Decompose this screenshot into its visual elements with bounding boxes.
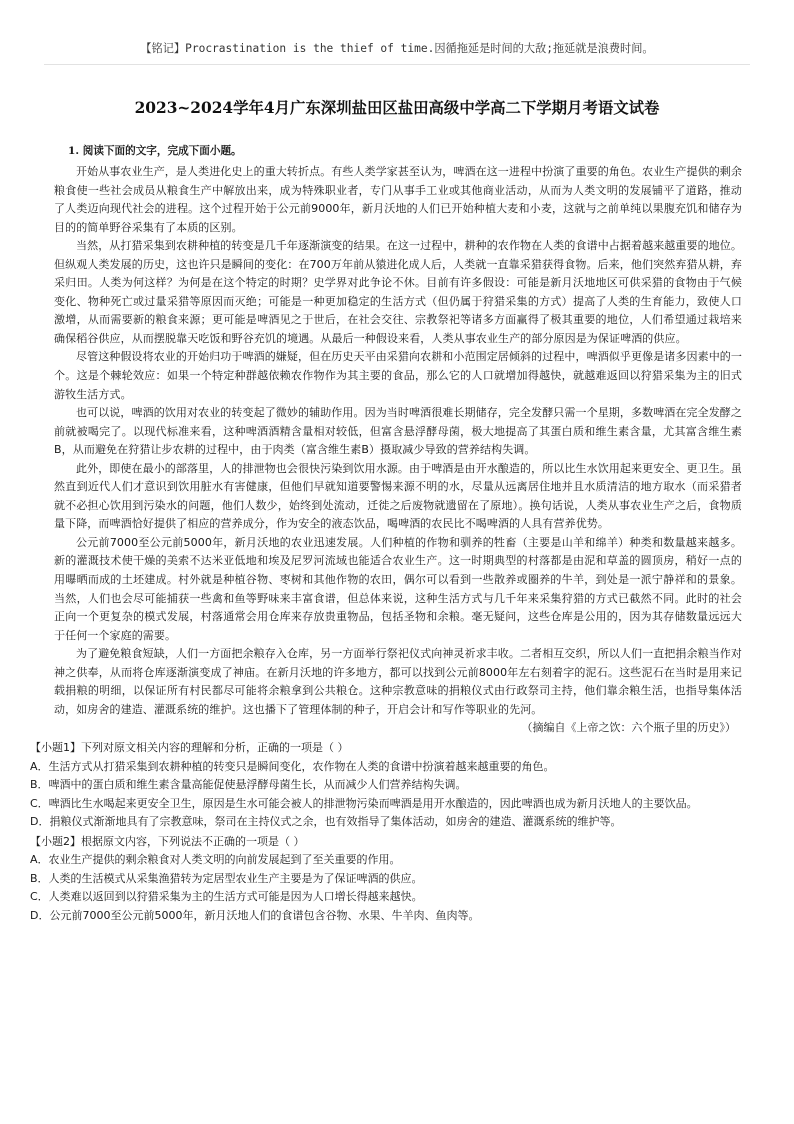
exam-title: 2023~2024学年4月广东深圳盐田区盐田高级中学高二下学期月考语文试卷 (134, 99, 660, 117)
passage-paragraph: 尽管这种假设将农业的开始归功于啤酒的嫌疑，但在历史天平由采猎向农耕和小范围定居倾斜的过程中，啤酒似乎更像是诸多因素中的一个。这是个棘轮效应：如果一个特定种群越依赖农作物作为其主要的食品，那么它的人口就增加得越快，就越难返回以狩猎采集为主的旧式游牧生活方式。 (54, 350, 742, 401)
subquestion-2-option-a: A．农业生产提供的剩余粮食对人类文明的向前发展起到了至关重要的作用。 (30, 853, 401, 867)
subquestion-2-label: 【小题2】根据原文内容，下列说法不正确的一项是（ ） (30, 834, 305, 848)
subquestion-1-option-a: A．生活方式从打猎采集到农耕种植的转变只是瞬间变化，农作物在人类的食谱中扮演着越来越重要的角色。 (30, 759, 555, 773)
subquestion-1-option-d: D．捐粮仪式渐渐地具有了宗教意味，祭司在主持仪式之余，也有效指导了集体活动，如房舍的建造、灌溉系统的维护等。 (30, 815, 622, 829)
passage-paragraph: 也可以说，啤酒的饮用对农业的转变起了微妙的辅助作用。因为当时啤酒很难长期储存，完全发酵只需一个星期，多数啤酒在完全发酵之前就被喝完了。以现代标准来看，这种啤酒酒精含量相对较低，但富含悬浮酵母菌，极大地提高了其蛋白质和维生素含量，尤其富含维生素B，从而避免在狩猎让步农耕的过程中，由于肉类（富含维生素B）摄取减少导致的营养结构失调。 (54, 406, 742, 457)
passage-paragraph: 此外，即使在最小的部落里，人的排泄物也会很快污染到饮用水源。由于啤酒是由开水酿造的，所以比生水饮用起来更安全、更卫生。虽然直到近代人们才意识到饮用脏水有害健康，但他们早就知道要警惕来源不明的水，尽量从远离居住地并且水质清洁的地方取水（而采猎者就不必担心饮用到污染水的问题，他们人数少，始终到处流动，迁徙之后废物就遗留在了原地）。换句话说，人类从事农业生产之后，食物质量下降，而啤酒恰好提供了相应的营养成分，作为安全的液态饮品，喝啤酒的农民比不喝啤酒的人具有营养优势。 (54, 461, 742, 531)
subquestion-1-option-b: B．啤酒中的蛋白质和维生素含量高能促使悬浮酵母菌生长，从而减少人们营养结构失调。 (30, 778, 467, 792)
question-body (30, 142, 742, 925)
passage-paragraph: 当然，从打猎采集到农耕种植的转变是几千年逐渐演变的结果。在这一过程中，耕种的农作物在人类的食谱中占据着越来越重要的地位。但纵观人类发展的历史，这也许只是瞬间的变化：在700万年前从猿进化成人后，人类就一直靠采猎获得食物。后来，他们突然弃猎从耕，弃采归田。人类为何这样？为何是在这个特定的时期？史学界对此争论不休。目前有许多假设：可能是新月沃地地区可供采猎的食物由于气候变化、物种死亡或过量采猎等原因而灭绝；可能是一种更加稳定的生活方式（但仍属于狩猎采集的方式）提高了人类的生育能力，致使人口激增，从而需要新的粮食来源；更可能是啤酒见之于世后，在社会交往、宗教祭祀等诸多方面赢得了极其重要的地位，人们希望通过栽培来确保稻谷供应，从而摆脱靠天吃饭和野谷充饥的境遇。从最后一种假设来看，人类从事农业生产的部分原因是为保证啤酒的供应。 (54, 239, 742, 345)
question-heading: 1. 阅读下面的文字，完成下面小题。 (68, 145, 242, 157)
motto-header: 【铭记】Procrastination is the thief of time.因循拖延是时间的大敌;拖延就是浪费时间。 (140, 42, 654, 55)
subquestion-1-label: 【小题1】下列对原文相关内容的理解和分析，正确的一项是（ ） (30, 740, 349, 754)
subquestion-1-option-c: C．啤酒比生水喝起来更安全卫生，原因是生水可能会被人的排泄物污染而啤酒是用开水酿造的，因此啤酒也成为新月沃地人的主要饮品。 (30, 796, 698, 810)
subquestion-2-option-b: B．人类的生活模式从采集渔猎转为定居型农业生产主要是为了保证啤酒的供应。 (30, 871, 423, 885)
passage-paragraph: 开始从事农业生产，是人类进化史上的重大转折点。有些人类学家甚至认为，啤酒在这一进程中扮演了重要的角色。农业生产提供的剩余粮食使一些社会成员从粮食生产中解放出来，成为特殊职业者，专门从事手工业或其他商业活动，从而为人类文明的发展铺平了道路，推动了人类迈向现代社会的进程。这个过程开始于公元前9000年，新月沃地的人们已开始种植大麦和小麦，这就与之前单纯以果腹充饥和储存为目的的简单野谷采集有了本质的区别。 (54, 165, 742, 234)
header-divider (44, 64, 750, 65)
passage-paragraph: 公元前7000至公元前5000年，新月沃地的农业迅速发展。人们种植的作物和驯养的牲畜（主要是山羊和绵羊）种类和数量越来越多。新的灌溉技术使干燥的美索不达米亚低地和埃及尼罗河流域也能适合农业生产。这一时期典型的村落都是由泥和草盖的圆顶房，稍好一点的用曝晒而成的土坯建成。村外就是种植谷物、枣树和其他作物的农田，偶尔可以看到一些散养或圈养的牛羊，到处是一派宁静祥和的景象。当然，人们也会尽可能捕获一些禽和鱼等野味来丰富食谱，但总体来说，这种生活方式与几千年来采集狩猎的方式已截然不同。此时的社会正向一个更复杂的模式发展，村落通常会用仓库来存放贵重物品，包括圣物和余粮。毫无疑问，这些仓库是公用的，因为其存储数量远远大于任何一个家庭的需要。 (54, 535, 742, 642)
passage-source: （摘编自《上帝之饮：六个瓶子里的历史》） (521, 721, 736, 735)
passage-paragraph: 为了避免粮食短缺，人们一方面把余粮存入仓库，另一方面举行祭祀仪式向神灵祈求丰收。二者相互交织，所以人们一直把捐余粮当作对神之供奉，从而将仓库逐渐演变成了神庙。在新月沃地的许多地方，都可以找到公元前8000年左右刻着字的泥石。这些泥石在当时是用来记载捐粮的明细，以保证所有村民都尽可能将余粮拿到公共粮仓。这种宗教意味的捐粮仪式由行政祭司主持，他们靠余粮生活，也指导集体活动，如房舍的建造、灌溉系统的维护。这也播下了管理体制的种子，开启会计和写作等职业的先河。 (54, 647, 742, 716)
subquestion-2-option-c: C．人类难以返回到以狩猎采集为主的生活方式可能是因为人口增长得越来越快。 (30, 890, 423, 904)
subquestion-2-option-d: D．公元前7000至公元前5000年，新月沃地人们的食谱包含谷物、水果、牛羊肉、鱼肉等。 (30, 908, 480, 922)
